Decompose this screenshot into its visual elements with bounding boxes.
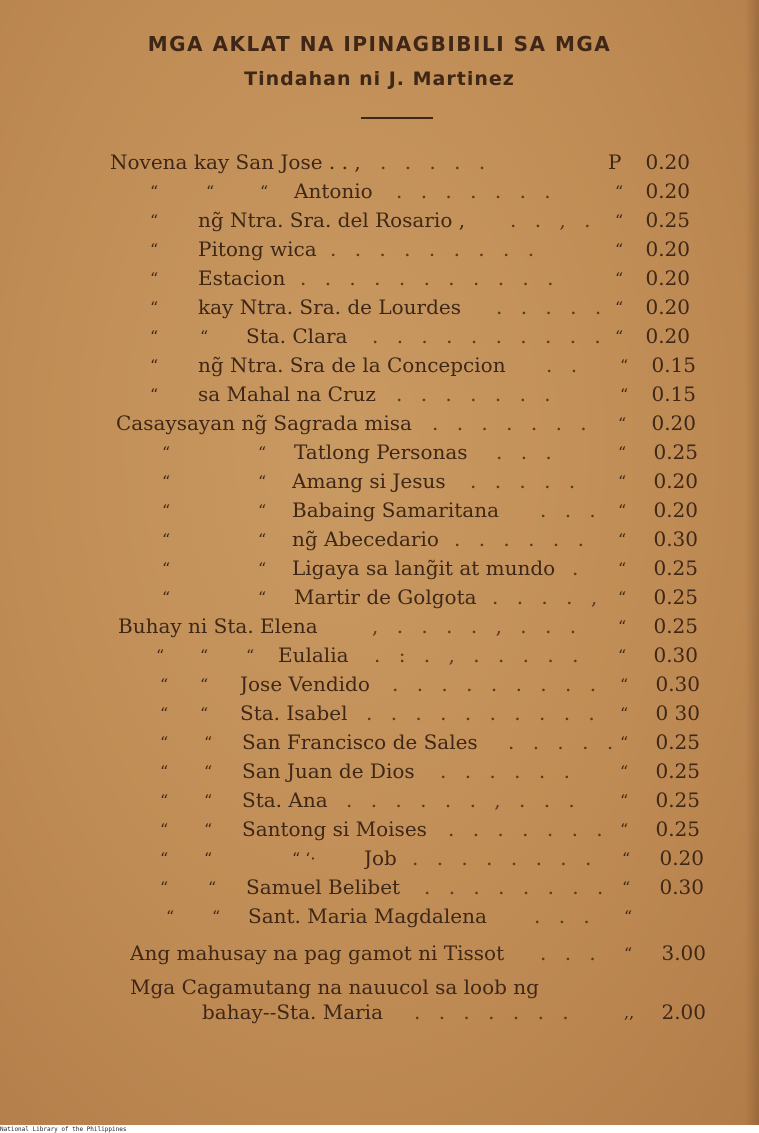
- book-price: 0.20: [659, 846, 704, 870]
- ditto-mark: “: [160, 791, 169, 810]
- book-entry: [0, 672, 759, 701]
- book-price: 0.25: [645, 208, 690, 232]
- book-price: 0.30: [653, 643, 698, 667]
- book-price: 2.00: [661, 1000, 706, 1024]
- ditto-mark: “: [200, 327, 209, 346]
- leader-dots: . . . . . . .: [448, 817, 609, 841]
- book-title: San Francisco de Sales: [242, 730, 478, 754]
- ditto-mark: “: [258, 501, 267, 520]
- leader-dots: .: [572, 556, 585, 580]
- book-price: 0.25: [655, 817, 700, 841]
- book-title: bahay--Sta. Maria: [202, 1000, 384, 1024]
- currency-mark: “: [618, 617, 627, 636]
- currency-mark: “: [618, 414, 627, 433]
- book-entry: [0, 324, 759, 353]
- currency-mark: “: [618, 646, 627, 665]
- book-title: Sta. Isabel: [240, 701, 348, 725]
- book-entry: [0, 643, 759, 672]
- ditto-mark: “: [156, 646, 165, 665]
- book-title: Estacion: [198, 266, 286, 290]
- book-entry: [0, 730, 759, 759]
- ditto-mark: “: [160, 733, 169, 752]
- book-entry: [0, 237, 759, 266]
- book-price: 0.20: [651, 411, 696, 435]
- book-title: Martir de Golgota: [294, 585, 477, 609]
- book-price: 0.25: [655, 788, 700, 812]
- currency-mark: “: [618, 443, 627, 462]
- ditto-mark: “: [246, 646, 255, 665]
- book-entry: [0, 440, 759, 469]
- book-entry: [0, 941, 759, 970]
- ditto-mark: “: [200, 675, 209, 694]
- leader-dots: . . .: [496, 440, 558, 464]
- currency-mark: “: [620, 733, 629, 752]
- ditto-mark: “: [204, 849, 213, 868]
- currency-mark: “: [620, 762, 629, 781]
- book-entry: [0, 527, 759, 556]
- book-entry: [0, 179, 759, 208]
- currency-mark: “: [622, 878, 631, 897]
- book-title: ng̃ Abecedario: [292, 527, 439, 551]
- book-price: 0.25: [653, 440, 698, 464]
- book-entry: [0, 701, 759, 730]
- book-entry: [0, 353, 759, 382]
- ditto-mark: “: [150, 327, 159, 346]
- book-entry: [0, 614, 759, 643]
- ditto-mark: “: [258, 472, 267, 491]
- currency-mark: “: [615, 327, 624, 346]
- ditto-mark: “: [166, 907, 175, 926]
- ditto-mark: “: [162, 443, 171, 462]
- ditto-mark: “: [150, 298, 159, 317]
- book-price: 0.30: [659, 875, 704, 899]
- book-price: 3.00: [661, 941, 706, 965]
- leader-dots: . . . . . . . .: [412, 846, 598, 870]
- currency-mark: “: [624, 944, 633, 963]
- currency-mark: “: [620, 704, 629, 723]
- book-price: 0.30: [653, 527, 698, 551]
- book-title: Job: [364, 846, 397, 870]
- currency-mark: “: [615, 269, 624, 288]
- title-divider: [361, 117, 433, 119]
- leader-dots: . . .: [540, 941, 602, 965]
- ditto-mark: “: [204, 820, 213, 839]
- ditto-mark: “: [200, 704, 209, 723]
- book-title: Sta. Ana: [242, 788, 328, 812]
- ditto-mark: “: [160, 762, 169, 781]
- book-price: 0.25: [655, 730, 700, 754]
- book-title: ng̃ Ntra. Sra. del Rosario ,: [198, 208, 466, 232]
- book-entry: [0, 904, 759, 933]
- ditto-mark: “: [150, 211, 159, 230]
- book-entry: [0, 498, 759, 527]
- currency-mark: “: [618, 559, 627, 578]
- leader-dots: . . . . . . .: [396, 179, 557, 203]
- book-title: Pitong wica: [198, 237, 317, 261]
- book-title: Babaing Samaritana: [292, 498, 500, 522]
- leader-dots: . . , .: [510, 208, 597, 232]
- book-entry: [0, 1000, 759, 1029]
- book-title: Sant. Maria Magdalena: [248, 904, 487, 928]
- leader-dots: . : . , . . . . .: [374, 643, 585, 667]
- book-price: 0 30: [655, 701, 700, 725]
- leader-dots: . . . . . . . . .: [330, 237, 541, 261]
- book-title: sa Mahal na Cruz: [198, 382, 376, 406]
- ditto-mark: “: [204, 733, 213, 752]
- book-title: Ligaya sa lang̃it at mundo: [292, 556, 556, 580]
- ditto-mark: “: [150, 269, 159, 288]
- book-title: Sta. Clara: [246, 324, 348, 348]
- book-price: 0.20: [645, 295, 690, 319]
- book-title: Santong si Moises: [242, 817, 427, 841]
- book-title: Casaysayan ng̃ Sagrada misa: [116, 411, 412, 435]
- book-title: Mga Cagamutang na nauucol sa loob ng: [130, 975, 539, 999]
- currency-mark: “: [620, 791, 629, 810]
- book-title: ng̃ Ntra. Sra de la Concepcion: [198, 353, 506, 377]
- leader-dots: . . . . . . .: [432, 411, 593, 435]
- ditto-mark: “: [162, 472, 171, 491]
- book-entry: [0, 556, 759, 585]
- ditto-mark: “: [258, 530, 267, 549]
- currency-mark: “: [620, 385, 629, 404]
- ditto-mark: “: [258, 559, 267, 578]
- currency-mark: “: [615, 211, 624, 230]
- book-price: 0.25: [653, 614, 698, 638]
- leader-dots: . . . . . . . . . . .: [300, 266, 560, 290]
- ditto-mark: “: [260, 182, 269, 201]
- ditto-mark: “: [150, 240, 159, 259]
- ditto-mark: “: [160, 849, 169, 868]
- ditto-mark: “: [150, 356, 159, 375]
- currency-mark: “: [618, 588, 627, 607]
- ditto-mark: “: [150, 385, 159, 404]
- ditto-mark: “: [200, 646, 209, 665]
- book-entry: [0, 266, 759, 295]
- book-entry: [0, 846, 759, 875]
- ditto-mark: “: [160, 675, 169, 694]
- book-price: 0.25: [655, 759, 700, 783]
- book-price: 0.25: [653, 556, 698, 580]
- ditto-mark: “: [206, 182, 215, 201]
- currency-mark: “: [615, 240, 624, 259]
- book-price: 0.30: [655, 672, 700, 696]
- book-title: Eulalia: [278, 643, 349, 667]
- leader-dots: . . . . . . . . . .: [372, 324, 607, 348]
- page-subtitle: Tindahan ni J. Martinez: [244, 68, 515, 90]
- currency-mark: “: [624, 907, 633, 926]
- book-price: 0.20: [645, 237, 690, 261]
- leader-dots: . . . . .: [496, 295, 608, 319]
- book-price: 0.20: [645, 179, 690, 203]
- leader-dots: . . .: [534, 904, 596, 928]
- ditto-mark: “: [258, 588, 267, 607]
- leader-dots: . . . . .: [380, 150, 492, 174]
- book-title: Antonio: [294, 179, 373, 203]
- ditto-mark: “: [162, 588, 171, 607]
- book-price: 0.20: [645, 266, 690, 290]
- book-price: 0.20: [653, 498, 698, 522]
- leader-dots: . . . . . . .: [414, 1000, 575, 1024]
- book-entry: [0, 759, 759, 788]
- leader-dots: , . . . . , . . .: [372, 614, 583, 638]
- currency-mark: P: [608, 150, 622, 174]
- book-entry: [0, 788, 759, 817]
- leader-dots: . . . . . .: [454, 527, 590, 551]
- currency-mark: “: [618, 472, 627, 491]
- book-entry: [0, 208, 759, 237]
- ditto-mark: “: [162, 501, 171, 520]
- page-title: MGA AKLAT NA IPINAGBIBILI SA MGA: [147, 32, 612, 56]
- currency-mark: “: [618, 501, 627, 520]
- book-price: 0.25: [653, 585, 698, 609]
- book-title: Buhay ni Sta. Elena: [118, 614, 318, 638]
- ditto-mark: “: [208, 878, 217, 897]
- book-entry: [0, 411, 759, 440]
- leader-dots: . . . . . . . .: [424, 875, 610, 899]
- ditto-mark: “: [212, 907, 221, 926]
- book-title: Tatlong Personas: [294, 440, 468, 464]
- leader-dots: . . . . .: [470, 469, 582, 493]
- book-title: kay Ntra. Sra. de Lourdes: [198, 295, 461, 319]
- book-entry: [0, 150, 759, 179]
- book-price: 0.15: [651, 353, 696, 377]
- leader-dots: . . . . . .: [440, 759, 576, 783]
- book-entry: [0, 585, 759, 614]
- book-title: Samuel Belibet: [246, 875, 401, 899]
- book-entry: [0, 817, 759, 846]
- book-title: Jose Vendido: [240, 672, 370, 696]
- leader-dots: . . . . . . , . . .: [346, 788, 581, 812]
- leader-dots: . . . . . . . . .: [392, 672, 603, 696]
- currency-mark: “: [620, 820, 629, 839]
- leader-dots: . . . . . . . . . .: [366, 701, 601, 725]
- currency-mark: “: [615, 298, 624, 317]
- ditto-mark: “: [162, 530, 171, 549]
- book-price: 0.20: [645, 150, 690, 174]
- book-title: Ang mahusay na pag gamot ni Tissot: [130, 941, 505, 965]
- ditto-mark: “: [258, 443, 267, 462]
- currency-mark: “: [622, 849, 631, 868]
- book-price: 0.20: [653, 469, 698, 493]
- leader-dots: . . .: [540, 498, 602, 522]
- ditto-mark: “: [160, 820, 169, 839]
- leader-dots: . . . . .: [508, 730, 620, 754]
- book-title: Amang si Jesus: [292, 469, 446, 493]
- currency-mark: ,,: [624, 1003, 635, 1022]
- currency-mark: “: [618, 530, 627, 549]
- leader-dots: . . . . . . .: [396, 382, 557, 406]
- ditto-mark: “: [160, 704, 169, 723]
- book-entry: [0, 469, 759, 498]
- leader-dots: . .: [546, 353, 584, 377]
- library-credit: National Library of the Philippines: [0, 1126, 127, 1133]
- book-price: 0.15: [651, 382, 696, 406]
- leader-dots: . . . . ,: [492, 585, 604, 609]
- ditto-mark: “: [162, 559, 171, 578]
- ditto-mark: “: [204, 762, 213, 781]
- ditto-mark: “: [204, 791, 213, 810]
- currency-mark: “: [620, 356, 629, 375]
- book-entry: [0, 295, 759, 324]
- ditto-mark: “ ‘·: [292, 849, 316, 868]
- book-title: San Juan de Dios: [242, 759, 415, 783]
- currency-mark: “: [620, 675, 629, 694]
- book-entry: [0, 382, 759, 411]
- currency-mark: “: [615, 182, 624, 201]
- book-entry: [0, 875, 759, 904]
- ditto-mark: “: [150, 182, 159, 201]
- book-price: 0.20: [645, 324, 690, 348]
- ditto-mark: “: [160, 878, 169, 897]
- book-title: Novena kay San Jose . . ,: [110, 150, 361, 174]
